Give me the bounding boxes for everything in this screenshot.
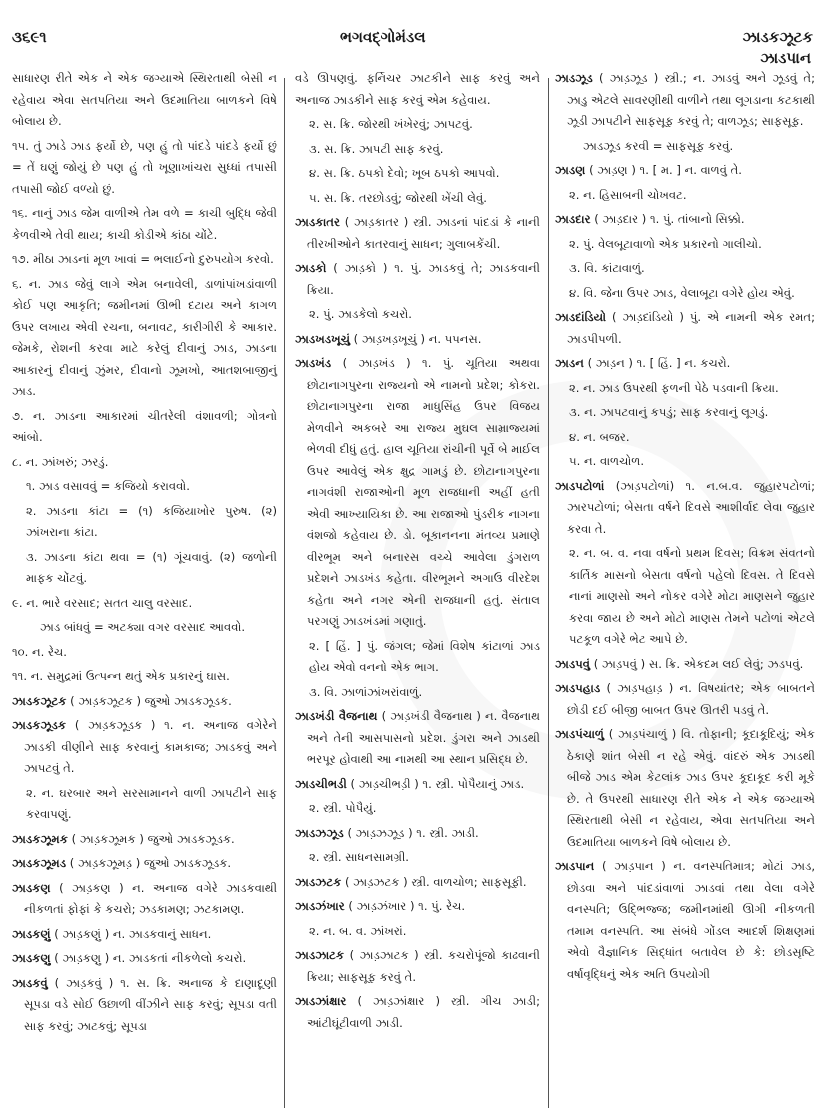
dictionary-entry (555, 68, 815, 133)
definition-text: ૧૭. મીઠા ઝાડનાં મૂળ ખાવાં = ભલાઈનો દુરુપયોગ કરવો. (12, 252, 274, 266)
definition-text: ( ઝાડ઼ઝંખાર ) ૧. પું. રેચ. (348, 899, 466, 913)
headword: ઝાડચીભડી (295, 776, 347, 791)
definition-text: ( ઝાડ઼પવું ) સ. ક્રિ. એકદમ લઈ લેવું; ઝડપવું. (593, 656, 804, 671)
headword: ઝાડઝંખાર (295, 899, 345, 913)
guide-word-last: ઝાડપાન (760, 49, 811, 67)
definition-text: ઝાડઝૂડ કરવી = સાફસૂફ કરવું. (583, 138, 734, 153)
definition-text: ( ઝાડ઼ખંડ ) ૧. પું. ચૂતિયા અથવા છોટાનાગપુરના રાજ્યનો એ નામનો પ્રદેશ; કોકરા. છોટાનાગપુરના રાજા માધુસિંહ ઉપર વિજય મેળવીને અકબરે આ રાજ્ય મુઘલ સામ્રાજ્યમાં ભેળવી દીધું હતું. હાલ ચૂતિયા રાંચીની પૂર્વે બે માઈલ ઉપર આવેલું એક ક્ષુદ્ર ગામડું છે. છોટાનાગપુરના નાગવંશી રાજાઓની મૂળ રાજધાની અહીં હતી એવી આખ્યાયિકા છે. આ રાજાઓ પુંડરીક નાગના વંશજો કહેવાય છે. ડો. બૂકાનનના મંતવ્ય પ્રમાણે વીરભૂમ અને બનારસ વચ્ચે આવેલા ડુંગરાળ પ્રદેશને ઝાડખંડ કહેતા. વીરભૂમને અગાઉ વીરદેશ કહેતા અને નગર એની રાજધાની હતું. સંતાલ પરગણું ઝાડખંડમાં ગણાતું. (307, 356, 540, 628)
headword: ઝાડપટોળાં (555, 478, 605, 493)
dictionary-entry (555, 307, 815, 350)
definition-text: ( ઝાડ઼કઝૂમક ) જુઓ ઝાડકઝૂડક. (71, 831, 235, 846)
headword: ઝાડકઝૂડક (12, 718, 67, 732)
page-number: ૩૬૯૧ (12, 28, 47, 46)
definition-text: ( ઝાડ઼ઝાટક ) સ્ત્રી. કચરોપૂંજો કાઢવાની ક્રિયા; સાફસૂફ કરવું તે. (307, 948, 540, 984)
definition-text: ૩. ઝાડના કાંટા થવા = (૧) ગૂંચવાવું. (૨) જળોની માફક ચોંટવું. (26, 549, 277, 585)
headword: ઝાડકાતર (295, 215, 340, 229)
definition-text: સાધારણ રીતે એક ને એક જગ્યાએ સ્થિરતાથી બેસી ન રહેવાય એવા સતપતિયા અને ઉદમાતિયા બાળકને વિષે બોલાય છે. (12, 71, 277, 128)
headword: ઝાડકણું (12, 926, 51, 941)
headword: ઝાડખંડી વૈજનાથ (295, 709, 378, 723)
dictionary-entry (295, 706, 540, 771)
definition-text: ( ઝાડ઼કાતર ) સ્ત્રી. ઝાડનાં પાંદડાં કે નાની તીરખીઓને કાતરવાનું સાધન; ગુલાબકેંચી. (307, 215, 541, 251)
headword: ઝાડકવું (12, 975, 48, 990)
headword: ઝાડપવું (555, 656, 591, 671)
headword: ઝાડઝાંક્ષાર (295, 994, 347, 1008)
definition-line (555, 427, 815, 449)
definition-text: ( ઝાડ઼દાંડિયો ) પું. એ નામની એક રમત; ઝાડપીપળી. (567, 310, 816, 346)
definition-line (555, 451, 815, 473)
definition-line (12, 68, 277, 133)
dictionary-entry (555, 724, 815, 853)
headword: ઝાડપંચાળું (555, 727, 604, 741)
definition-text: ૪. ન. બજર. (569, 429, 630, 444)
book-title: ભગવદ્ગોમંડલ (340, 28, 426, 46)
definition-text: ૧૦. ન. રેચ. (12, 644, 67, 659)
dictionary-entry (12, 924, 277, 946)
headword: ઝાડઝટક (295, 874, 342, 889)
definition-line (295, 847, 540, 869)
dictionary-entry (12, 715, 277, 780)
definition-text: (ઝાડ઼પટોળાં) ૧. ન.બ.વ. જુહારપટોળાં; ઝારપટોળાં; બેસતા વર્ષને દિવસે આશીર્વાદ લેવા જુહાર કરવા તે. (567, 478, 816, 536)
definition-text: વડે ઊપણવું. ફર્નિચર ઝાટકીને સાફ કરવું અને અનાજ ઝાડકીને સાફ કરવું એમ કહેવાય. (295, 71, 540, 107)
headword: ઝાડકો (295, 261, 327, 275)
column-1 (12, 68, 277, 1040)
definition-text: ( ઝાડ઼ખંડી વૈજનાથ ) ન. વૈજનાથ અને તેની આસપાસનો પ્રદેશ. ડુંગરા અને ઝાડથી ભરપૂર હોવાથી આ નામથી આ સ્થાન પ્રસિદ્ધ છે. (307, 709, 540, 766)
column-divider (284, 78, 285, 1108)
definition-text: ( ઝાડ઼કો ) ૧. પું. ઝાડકવું તે; ઝાડકવાની ક્રિયા. (307, 261, 540, 297)
definition-text: ૩. વિ. કાંટાવાળું. (569, 261, 645, 275)
definition-text: ૩. સ. ક્રિ. ઝાપટી સાફ કરવું. (309, 141, 444, 156)
definition-text: ૨. ઝાડના કાંટા = (૧) કજિયાખોર પુરુષ. (૨) ઝાંખરાના કાંટા. (26, 503, 277, 539)
definition-text: ( ઝાડ઼કઝૂટક ) જુઓ ઝાડકઝૂડક. (70, 693, 232, 708)
definition-text: ૧૬. નાનું ઝાડ જેમ વાળીએ તેમ વળે = કાચી બુદ્ધિ જેવી કેળવીએ તેવી થાય; કાચી કોડીએ કાંઠા ચોંટે. (12, 206, 277, 242)
definition-line (12, 501, 277, 544)
definition-line (12, 593, 277, 615)
definition-text: ( ઝાડ઼ન ) ૧. [ હિં. ] ન. કચરો. (587, 356, 731, 370)
definition-text: ૩. વિ. ઝાળાંઝાંખરાંવાળું. (309, 684, 423, 699)
definition-line (12, 136, 277, 201)
dictionary-entry (555, 678, 815, 721)
definition-text: ૨. ન. બ. વ. ઝાંખરાં. (309, 923, 407, 938)
definition-text: ( ઝાડ઼ઝાંક્ષાર ) સ્ત્રી. ગીચ ઝાડી; આંટીઘૂંટીવાળી ઝાડી. (307, 994, 541, 1030)
definition-text: ( ઝાડ઼કણું ) ન. ઝાડકવાનું સાધન. (54, 926, 212, 941)
column-3 (555, 68, 815, 988)
definition-line (555, 234, 815, 256)
definition-line (295, 114, 540, 136)
definition-text: ૧૧. ન. સમુદ્રમાં ઉત્પન્ન થતું એક પ્રકારનું ઘાસ. (12, 669, 230, 683)
definition-line (12, 547, 277, 590)
definition-text: ( ઝાડ઼કણ ) ન. અનાજ વગેરે ઝાડકવાથી નીકળતાં ફોફાં કે કચરો; ઝડકામણ; ઝટકામણ. (24, 880, 278, 916)
definition-text: ( ઝાડ઼ઝટક ) સ્ત્રી. વાળચોળ; સાફસૂફી. (344, 874, 527, 889)
column-divider (548, 78, 549, 1108)
definition-text: ૧. ઝાડ વસાવવું = કજિયો કરાવવો. (26, 479, 190, 493)
definition-line (295, 682, 540, 704)
definition-text: ૨. [ હિં. ] પું. જંગલ; જેમાં વિશેષ કાંટાળાં ઝાડ હોય એવો વનનો એક ભાગ. (309, 638, 540, 674)
definition-line (295, 304, 540, 326)
headword: ઝાડકણુ (12, 951, 51, 965)
definition-line (12, 617, 277, 639)
definition-text: ૨. ન. હિસાબની ચોખવટ. (569, 187, 687, 202)
dictionary-entry (555, 856, 815, 985)
definition-line (295, 798, 540, 820)
definition-text: ૨. પું. વેલબૂટાવાળો એક પ્રકારનો ગાલીચો. (569, 236, 762, 251)
definition-text: ૬. ન. ઝાડ જેવું લાગે એમ બનાવેલી, ડાળાંપાંખડાંવાળી કોઈ પણ આકૃતિ; જમીનમાં ઊભી દટાય અને કાગળ ઉપર લખાય એવી રચના, બનાવટ, કારીગીરી કે આકાર. જેમકે, રોશની કરવા માટે કરેલું દીવાનું ઝાડ, ઝાડના આકારનું દીવાનું ઝુંમર, દીવાનો ઝૂમખો, આતશબાજીનું ઝાડ. (12, 276, 277, 398)
headword: ઝાડપહાડ (555, 681, 601, 695)
definition-line (555, 543, 815, 651)
definition-text: ( ઝાડ઼ખડ઼ખૂચું ) ન. પપનસ. (353, 331, 482, 346)
definition-line (555, 258, 815, 280)
definition-line (12, 783, 277, 826)
definition-line (555, 185, 815, 207)
dictionary-entry (12, 853, 277, 875)
headword: ઝાડકઝૂમડ (12, 856, 67, 870)
dictionary-entry (555, 160, 815, 182)
definition-text: ૫. ન. વાળચોળ. (569, 454, 645, 468)
definition-text: ૯. ન. ભારે વરસાદ; સતત ચાલુ વરસાદ. (12, 595, 193, 610)
dictionary-entry (295, 329, 540, 351)
dictionary-entry (12, 878, 277, 921)
definition-text: ૭. ન. ઝાડના આકારમાં ચીતરેલી વંશાવળી; ગોત્રનો આંબો. (12, 408, 277, 444)
definition-text: ૨. સ. ક્રિ. જોરથી ખંખેરવું; ઝાપટવું. (309, 117, 473, 131)
definition-line (555, 283, 815, 305)
headword: ઝાડદાંડિયો (555, 310, 606, 324)
definition-text: ( ઝાડ઼ઝઝૂડ઼ ) ૧. સ્ત્રી. ઝાડી. (347, 825, 479, 840)
definition-line (295, 163, 540, 185)
definition-line (12, 274, 277, 403)
definition-line (12, 203, 277, 246)
definition-line (12, 642, 277, 664)
definition-text: ૫. સ. ક્રિ. તરછોડવું; જોરથી ખેંચી લેવું. (309, 190, 487, 205)
dictionary-entry (295, 774, 540, 796)
definition-line (12, 452, 277, 474)
dictionary-entry (12, 691, 277, 713)
headword: ઝાડઝઝૂડ (295, 825, 344, 840)
definition-text: ( ઝાડ઼પંચાળું ) વિ. તોફાની; કૂદાકૂદિયું; એક ઠેકાણે શાંત બેસી ન રહે એવું. વાંદરું એક ઝાડથી બીજે ઝાડ એમ કેટલાંક ઝાડ ઉપર કૂદાકૂદ કરી મૂકે છે. તે ઉપરથી સાધારણ રીતે એક ને એક જગ્યાએ સ્થિરતાથી બેસી ન રહેવાય, એવા સતપતિયા અને ઉદમાતિયા બાળકને વિષે બોલાય છે. (567, 727, 815, 849)
dictionary-entry (295, 212, 540, 255)
definition-line (12, 406, 277, 449)
definition-text: ૨. સ્ત્રી. સાધનસામગ્રી. (309, 850, 409, 864)
definition-line (295, 68, 540, 111)
headword: ઝાડકણ (12, 880, 51, 895)
headword: ઝાડણ (555, 163, 586, 177)
definition-text: ૪. વિ. જેના ઉપર ઝાડ, વેલાબૂટા વગેરે હોય એવું. (569, 285, 795, 300)
definition-text: ( ઝાડ઼કણુ ) ન. ઝાડકતાં નીકળેલો કચરો. (54, 951, 247, 965)
definition-line (12, 249, 277, 271)
guide-word-first: ઝાડકઝૂટક (742, 28, 813, 46)
definition-text: ( ઝાડ઼ઝૂડ઼ ) સ્ત્રી.; ન. ઝાડવું અને ઝૂડવું તે; ઝાડુ એટલે સાવરણીથી વાળીને તથા લૂગડાના કટકાથી ઝૂડી ઝાપટીને સાફસૂફ કરવું તે; વાળઝૂડ; સાફસૂફ. (567, 71, 815, 128)
definition-line (12, 476, 277, 498)
definition-text: ૨. ન. ઘરબાર અને સરસામાનને વાળી ઝાપટીને સાફ કરવાપણું. (26, 785, 277, 821)
definition-text: ( ઝાડ઼પાન ) ન. વનસ્પતિમાત્ર; મોટાં ઝાડ, છોડવા અને પાંદડાંવાળાં ઝાડવાં તથા વેલા વગેરે વનસ્પતિ; ઉદ્ભિજ્જ; જમીનમાંથી ઊગી નીકળતી તમામ વનસ્પતિ. આ સંબંધે ગોંડલ આદર્શ શિક્ષણમાં એવો વૈજ્ઞાનિક સિદ્ધાંત બતાવેલ છે કે: છોડસૃષ્ટિ વર્ષાવૃદ્ધિનું એક અતિ ઉપયોગી (567, 859, 815, 981)
dictionary-entry (555, 654, 815, 676)
definition-line (295, 921, 540, 943)
dictionary-entry (295, 258, 540, 301)
dictionary-entry (295, 872, 540, 894)
dictionary-entry (12, 973, 277, 1038)
definition-text: ( ઝાડ઼કવું ) ૧. સ. ક્રિ. અનાજ કે દાણાદૂણી સૂપડા વડે સોઈ ઉછાળી વીંઝીને સાફ કરવું; સૂપડા વતી સાફ કરવું; ઝાટકવું; સૂપડા (24, 975, 277, 1033)
definition-text: ૧૫. તું ઝાડે ઝાડ ફર્યો છે, પણ હું તો પાંદડે પાંદડે ફર્યો છું = તેં ઘણું જોયું છે પણ હું તો ખૂણાખાંચરા સુધ્ધાં તપાસી તપાસી જોઈ વળ્યો છું. (12, 138, 277, 196)
definition-text: ( ઝાડ઼દાર ) ૧. પું. તાંબાનો સિક્કો. (594, 212, 745, 226)
headword: ઝાડન (555, 356, 584, 370)
headword: ઝાડઝૂડ (555, 71, 593, 85)
headword: ઝાડકઝૂટક (12, 693, 67, 708)
definition-line (295, 139, 540, 161)
definition-text: ૮. ન. ઝાંખરું; ઝરડું. (12, 454, 109, 469)
dictionary-entry (12, 948, 277, 970)
definition-text: ૨. સ્ત્રી. પોપૈયું. (309, 801, 377, 815)
definition-text: ( ઝાડ઼પહાડ઼ ) ન. વિષયાંતર; એક બાબતને છોડી દઈ બીજી બાબત ઉપર ઊતરી પડવું તે. (567, 681, 816, 717)
headword: ઝાડખડખૂચું (295, 331, 350, 346)
column-2 (295, 68, 540, 1037)
definition-line (295, 188, 540, 210)
definition-text: ૨. પું. ઝાડકેલો કચરો. (309, 307, 412, 321)
definition-line (555, 378, 815, 400)
definition-text: ( ઝાડ઼ણ ) ૧. [ મ. ] ન. વાળવું તે. (589, 163, 742, 177)
dictionary-entry (555, 209, 815, 231)
dictionary-entry (295, 353, 540, 633)
dictionary-entry (295, 896, 540, 918)
dictionary-entry (555, 353, 815, 375)
definition-text: ૨. ન. ઝાડ ઉપરથી ફળની પેઠે પડવાની ક્રિયા. (569, 380, 779, 395)
definition-line (555, 136, 815, 158)
definition-line (295, 636, 540, 679)
dictionary-entry (295, 991, 540, 1034)
definition-line (555, 402, 815, 424)
definition-text: ૩. ન. ઝાપટવાનું કપડું; સાફ કરવાનું લૂગડું. (569, 405, 769, 419)
headword: ઝાડખંડ (295, 356, 332, 370)
headword: ઝાડકઝૂમક (12, 831, 68, 846)
definition-text: ( ઝાડ઼ચીભડ઼ી ) ૧. સ્ત્રી. પોપૈયાનું ઝાડ. (350, 776, 525, 791)
headword: ઝાડદાર (555, 212, 591, 226)
definition-text: ઝાડ બાંધવું = અટક્યા વગર વરસાદ આવવો. (40, 620, 246, 634)
definition-text: ૨. ન. બ. વ. નવા વર્ષનો પ્રથમ દિવસ; વિક્રમ સંવતનો કાર્તિક માસનો બેસતા વર્ષનો પહેલો દિવસ. તે દિવસે નાનાં માણસો અને નોકર વગેરે મોટા માણસને જુહાર કરવા જાય છે અને મોટો માણસ તેમને પટોળાં એટલે પટકૂળ વગેરે ભેટ આપે છે. (569, 546, 815, 646)
headword: ઝાડપાન (555, 859, 595, 873)
definition-text: ૪. સ. ક્રિ. ઠપકો દેવો; ખૂબ ઠપકો આપવો. (309, 166, 500, 180)
definition-text: ( ઝાડ઼કઝૂમડ઼ ) જુઓ ઝાડકઝૂડક. (69, 856, 232, 870)
dictionary-entry (12, 829, 277, 851)
headword: ઝાડઝાટક (295, 948, 345, 962)
dictionary-entry (295, 945, 540, 988)
definition-line (12, 666, 277, 688)
definition-text: ( ઝાડ઼કઝૂડ઼ક ) ૧. ન. અનાજ વગેરેને ઝાડકી વીણીને સાફ કરવાનું કામકાજ; ઝાડકવું અને ઝાપટવું તે. (24, 718, 278, 775)
dictionary-entry (295, 823, 540, 845)
dictionary-columns (0, 68, 825, 1108)
dictionary-entry (555, 476, 815, 541)
